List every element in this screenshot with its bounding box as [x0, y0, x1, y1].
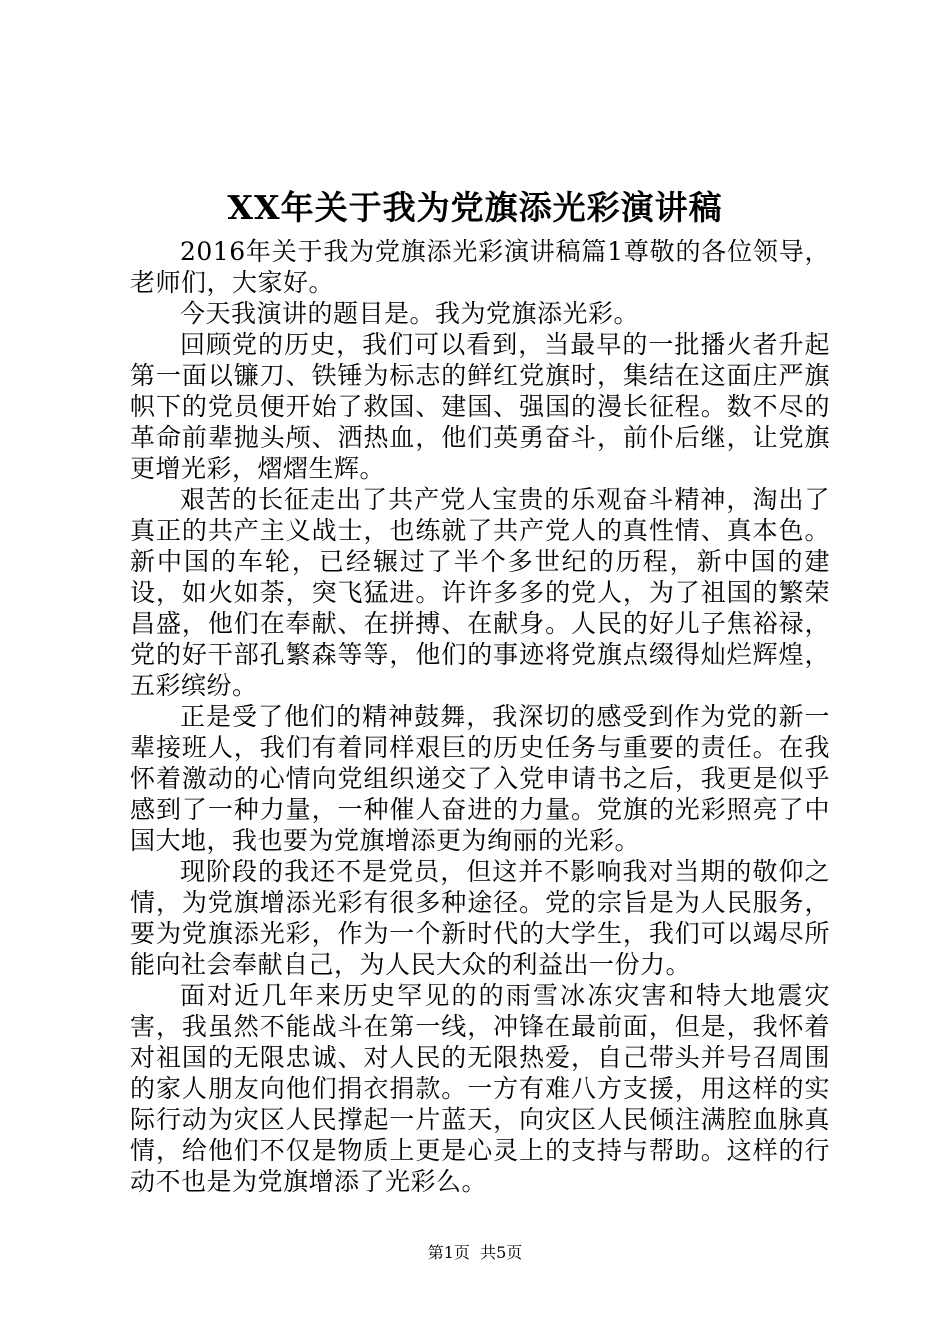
paragraph: 艰苦的长征走出了共产党人宝贵的乐观奋斗精神，淘出了真正的共产主义战士，也练就了共产党人的真性情、真本色。新中国的车轮，已经辗过了半个多世纪的历程，新中国的建设，如火如荼，突飞猛进。许许多多的党人，为了祖国的繁荣昌盛，他们在奉献、在拼搏、在献身。人民的好儿子焦裕禄，党的好干部孔繁森等等，他们的事迹将党旗点缀得灿烂辉煌，五彩缤纷。 [130, 485, 830, 700]
paragraph: 今天我演讲的题目是。我为党旗添光彩。 [180, 299, 640, 328]
footer-spacer [470, 1243, 480, 1262]
paragraph: 2016年关于我为党旗添光彩演讲稿篇1尊敬的各位领导，老师们，大家好。 [130, 237, 830, 297]
paragraph: 正是受了他们的精神鼓舞，我深切的感受到作为党的新一辈接班人，我们有着同样艰巨的历史任务与重要的责任。在我怀着激动的心情向党组织递交了入党申请书之后，我更是似乎感到了一种力量，一种催人奋进的力量。党旗的光彩照亮了中国大地，我也要为党旗增添更为绚丽的光彩。 [130, 702, 830, 855]
paragraph: 现阶段的我还不是党员，但这并不影响我对当期的敬仰之情，为党旗增添光彩有很多种途径。党的宗旨是为人民服务，要为党旗添光彩，作为一个新时代的大学生，我们可以竭尽所能向社会奉献自己，为人民大众的利益出一份力。 [130, 857, 830, 979]
document-body [130, 236, 830, 1197]
page-number-total: 共5页 [480, 1243, 523, 1262]
paragraph: 回顾党的历史，我们可以看到，当最早的一批播火者升起第一面以镰刀、铁锤为标志的鲜红党旗时，集结在这面庄严旗帜下的党员便开始了救国、建国、强国的漫长征程。数不尽的革命前辈抛头颅、洒热血，他们英勇奋斗，前仆后继，让党旗更增光彩，熠熠生辉。 [130, 330, 830, 483]
document-title: XX年关于我为党旗添光彩演讲稿 [227, 188, 723, 227]
page-footer [0, 1242, 950, 1264]
paragraph: 面对近几年来历史罕见的的雨雪冰冻灾害和特大地震灾害，我虽然不能战斗在第一线，冲锋在最前面，但是，我怀着对祖国的无限忠诚、对人民的无限热爱，自己带头并号召周围的家人朋友向他们捐衣捐款。一方有难八方支援，用这样的实际行动为灾区人民撑起一片蓝天，向灾区人民倾注满腔血脉真情，给他们不仅是物质上更是心灵上的支持与帮助。这样的行动不也是为党旗增添了光彩么。 [130, 981, 830, 1196]
page-number-current: 第1页 [427, 1243, 470, 1262]
